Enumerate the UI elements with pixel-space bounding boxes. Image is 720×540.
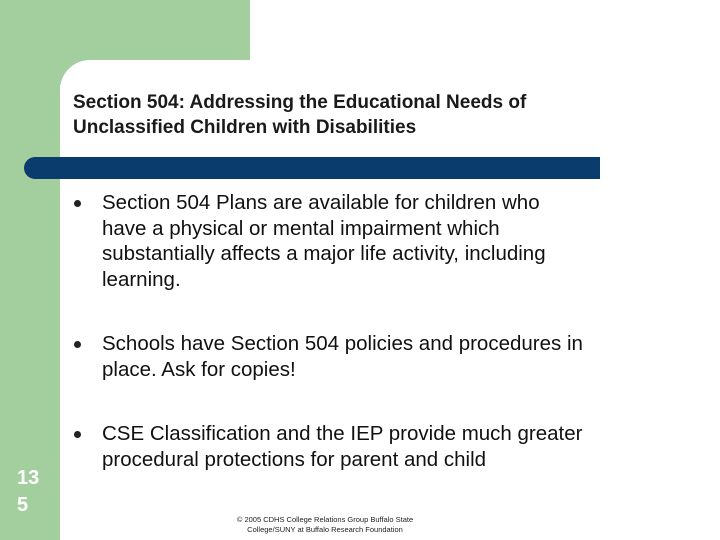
bullet-text xyxy=(102,331,702,382)
bullet-text xyxy=(102,421,702,472)
bullet-line: have a physical or mental impairment which xyxy=(102,216,500,240)
copyright-footer xyxy=(210,515,440,535)
slide-number-line: 13 xyxy=(17,467,40,489)
slide-number-line: 5 xyxy=(17,494,29,516)
title-line: Unclassified Children with Disabilities xyxy=(73,117,417,138)
bullet-line: procedural protections for parent and child xyxy=(102,447,487,471)
slide-number xyxy=(17,465,39,519)
bullet-line: learning. xyxy=(102,267,181,291)
bullet-line: Schools have Section 504 policies and procedures in xyxy=(102,332,583,355)
green-background-side xyxy=(0,0,60,540)
slide-title xyxy=(73,90,693,140)
bullet-dot-icon xyxy=(74,341,81,348)
title-line: Section 504: Addressing the Educational Needs of xyxy=(73,92,527,113)
bullet-text xyxy=(102,190,702,292)
footer-line: College/SUNY at Buffalo Research Foundation xyxy=(247,525,403,534)
footer-line: © 2005 CDHS College Relations Group Buffalo State xyxy=(236,515,414,524)
bullet-line: substantially affects a major life activity, including xyxy=(102,242,546,265)
bullet-line: place. Ask for copies! xyxy=(102,357,296,381)
bullet-line: Section 504 Plans are available for children who xyxy=(102,191,540,214)
title-underline-bar xyxy=(24,157,600,179)
bullet-dot-icon xyxy=(74,200,81,207)
bullet-dot-icon xyxy=(74,431,81,438)
bullet-line: CSE Classification and the IEP provide much greater xyxy=(102,422,583,445)
